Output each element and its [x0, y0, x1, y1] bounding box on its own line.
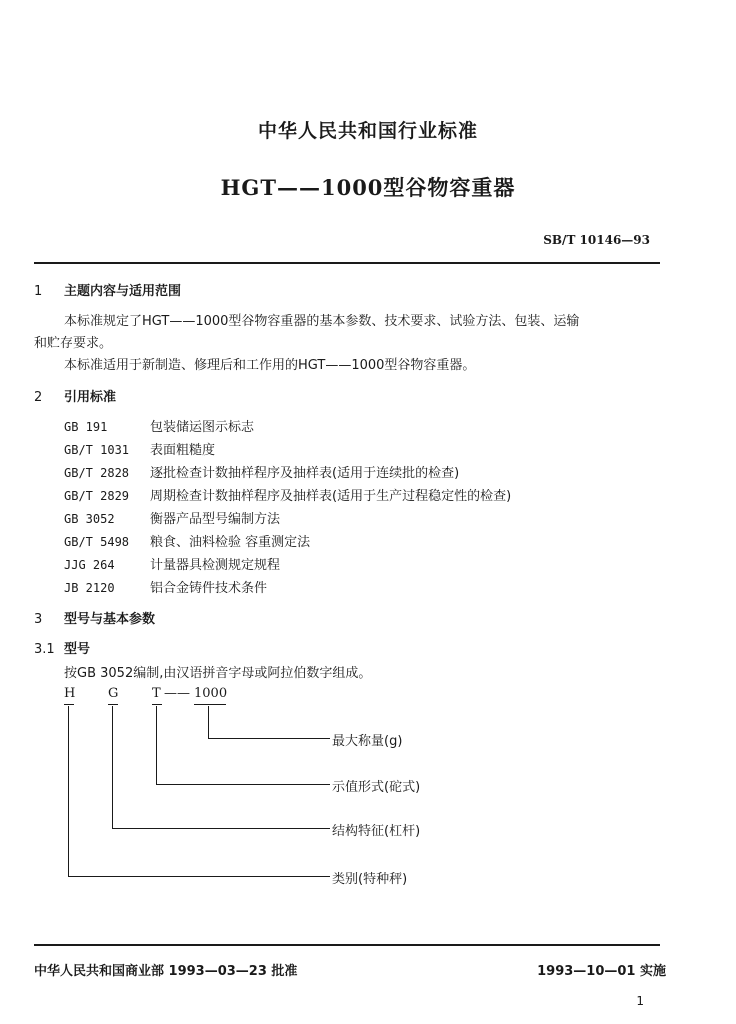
ref-text: 表面粗糙度	[150, 443, 216, 458]
connector-h-horizontal	[68, 876, 330, 877]
ref-item	[64, 485, 511, 504]
label-category: 类别(特种秤)	[332, 872, 408, 887]
connector-h-vertical	[68, 706, 69, 876]
ref-item	[64, 577, 267, 596]
underline-g	[108, 704, 118, 705]
connector-number-vertical	[208, 706, 209, 738]
ref-text: 周期检查计数抽样程序及抽样表(适用于生产过程稳定性的检查)	[150, 489, 512, 504]
underline-h	[64, 704, 74, 705]
section-1-heading	[34, 280, 181, 299]
section-1-title: 主题内容与适用范围	[64, 284, 182, 299]
ref-code: GB/T 1031	[64, 443, 130, 457]
ref-item	[64, 439, 215, 458]
ref-code: GB 3052	[64, 512, 115, 526]
ref-item	[64, 416, 254, 435]
model-dash: ——	[164, 686, 190, 701]
section-3-number: 3	[34, 612, 43, 627]
standard-code: SB/T 10146—93	[543, 233, 650, 247]
section-1-para-2: 本标准适用于新制造、修理后和工作用的HGT——1000型谷物容重器。	[64, 358, 476, 373]
ref-text: 铝合金铸件技术条件	[150, 581, 268, 596]
subsection-3-1-heading	[34, 638, 90, 657]
section-1-para-1-line-2: 和贮存要求。	[34, 336, 113, 351]
model-letter-g: G	[108, 686, 119, 701]
label-max-capacity: 最大称量(g)	[332, 734, 403, 749]
connector-t-vertical	[156, 706, 157, 784]
label-display-form: 示值形式(砣式)	[332, 780, 421, 795]
section-2-title: 引用标准	[64, 390, 117, 405]
ref-item	[64, 462, 459, 481]
section-2-heading	[34, 386, 116, 405]
section-1-number: 1	[34, 284, 43, 299]
ref-item	[64, 508, 280, 527]
ref-text: 衡器产品型号编制方法	[150, 512, 281, 527]
ref-code: GB/T 2829	[64, 489, 130, 503]
issuer-approval: 中华人民共和国商业部 1993—03—23 批准	[34, 964, 298, 979]
underline-t	[152, 704, 162, 705]
ref-text: 包装储运图示标志	[150, 420, 255, 435]
ref-text: 粮食、油料检验 容重测定法	[150, 535, 311, 550]
ref-code: GB/T 5498	[64, 535, 130, 549]
connector-g-horizontal	[112, 828, 330, 829]
section-2-number: 2	[34, 390, 43, 405]
subsection-3-1-number: 3.1	[34, 642, 55, 657]
doc-title: HGT——1000型谷物容重器	[220, 175, 516, 200]
ref-item	[64, 554, 280, 573]
connector-g-vertical	[112, 706, 113, 828]
connector-number-horizontal	[208, 738, 330, 739]
model-letter-t: T	[152, 686, 161, 701]
section-3-title: 型号与基本参数	[64, 612, 156, 627]
section-3-heading	[34, 608, 155, 627]
label-structure: 结构特征(杠杆)	[332, 824, 421, 839]
ref-code: GB/T 2828	[64, 466, 130, 480]
model-intro: 按GB 3052编制,由汉语拼音字母或阿拉伯数字组成。	[64, 666, 372, 681]
ref-item	[64, 531, 310, 550]
ref-code: GB 191	[64, 420, 108, 434]
subsection-3-1-title: 型号	[64, 642, 91, 657]
underline-number	[194, 704, 226, 705]
model-letter-h: H	[64, 686, 76, 701]
ref-code: JB 2120	[64, 581, 115, 595]
bottom-rule	[34, 944, 660, 946]
top-rule	[34, 262, 660, 264]
ref-code: JJG 264	[64, 558, 115, 572]
section-1-para-1-line-1: 本标准规定了HGT——1000型谷物容重器的基本参数、技术要求、试验方法、包装、运输	[64, 314, 580, 329]
ref-text: 逐批检查计数抽样程序及抽样表(适用于连续批的检查)	[150, 466, 460, 481]
page-number: 1	[636, 994, 644, 1008]
ref-text: 计量器具检测规定规程	[150, 558, 281, 573]
model-number: 1000	[194, 686, 228, 701]
org-title: 中华人民共和国行业标准	[257, 120, 478, 142]
effective-date: 1993—10—01 实施	[537, 964, 666, 979]
connector-t-horizontal	[156, 784, 330, 785]
